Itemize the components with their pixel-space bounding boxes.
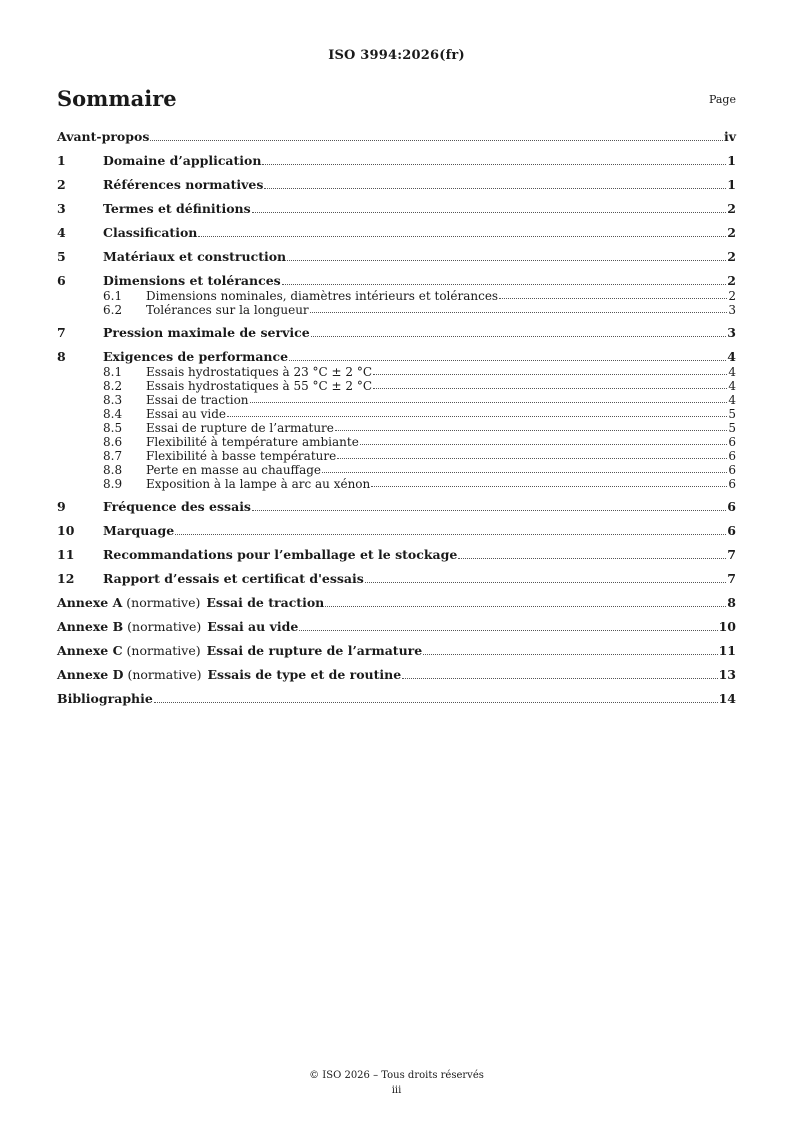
toc-entry-page: 5 [728,407,736,421]
toc-entry-number: 8.5 [103,421,123,435]
toc-entry-text: Pression maximale de service [103,325,310,340]
toc-entry-text: Exposition à la lampe à arc au xénon [146,477,371,491]
toc-entry-page: 6 [728,435,736,449]
toc-entry-page: 1 [727,177,736,192]
toc-entry-number: 3 [57,201,66,216]
toc-entry-8-6[interactable] [57,435,736,449]
page-footer [0,1068,793,1098]
toc-entry-page: 4 [728,393,736,407]
toc-entry-text: Essais hydrostatiques à 23 °C ± 2 °C [146,365,373,379]
toc-entry-text: Perte en masse au chauffage [146,463,322,477]
toc-entry-number: 6.2 [103,303,123,317]
toc-entry-number: 2 [57,177,66,192]
toc-entry-foreword[interactable] [57,129,736,145]
toc-entry-page: 6 [728,463,736,477]
toc-entry-page: 4 [727,349,736,364]
toc-entry-number: 8.9 [103,477,123,491]
toc-entry-page: 1 [727,153,736,168]
toc-entry-6-2[interactable] [57,303,736,317]
toc-entry-page: 3 [727,325,736,340]
toc-entry-text: Références normatives [103,177,264,192]
toc-entry-text: Recommandations pour l’emballage et le stockage [103,547,458,562]
toc-entry-8-2[interactable] [57,379,736,393]
toc-entry-page: 6 [728,477,736,491]
dot-leader [227,416,727,417]
toc-entry-number: 9 [57,499,66,514]
toc-entry-3[interactable] [57,201,736,217]
toc-entry-7[interactable] [57,325,736,341]
annex-label: Annexe A [57,595,123,610]
toc-entry-page: 8 [727,595,736,610]
dot-leader [360,444,728,445]
toc-entry-number: 8.8 [103,463,123,477]
toc-entry-page: 2 [728,289,736,303]
toc-entry-4[interactable] [57,225,736,241]
dot-leader [252,510,726,511]
annex-type: (normative) [127,667,202,682]
document-header: ISO 3994:2026(fr) [328,48,465,63]
toc-entry-text: Rapport d’essais et certificat d'essais [103,571,364,586]
toc-entry-annex-b[interactable] [57,619,736,635]
toc-entry-number: 10 [57,523,75,538]
dot-leader [402,678,717,679]
toc-entry-text: Classification [103,225,198,240]
toc-entry-number: 8.3 [103,393,123,407]
dot-leader [175,534,726,535]
toc-entry-page: 13 [718,667,736,682]
dot-leader [311,336,727,337]
toc-entry-8-8[interactable] [57,463,736,477]
dot-leader [150,140,723,141]
dot-leader [287,260,726,261]
toc-entry-number: 6.1 [103,289,123,303]
toc-entry-number: 8.7 [103,449,123,463]
toc-entry-text: Exigences de performance [103,349,289,364]
toc-entry-page: 7 [727,547,736,562]
dot-leader [337,458,727,459]
toc-entry-number: 5 [57,249,66,264]
toc-entry-8-9[interactable] [57,477,736,491]
annex-label: Annexe D [57,667,124,682]
toc-entry-text: Dimensions et tolérances [103,273,281,288]
toc-entry-8-3[interactable] [57,393,736,407]
toc-title-row [57,86,736,114]
toc-entry-9[interactable] [57,499,736,515]
dot-leader [310,312,728,313]
toc-entry-page: 4 [728,379,736,393]
toc-title: Sommaire [57,86,177,111]
annex-type: (normative) [126,595,201,610]
toc-entry-page: iv [723,129,736,144]
toc-entry-8-7[interactable] [57,449,736,463]
annex-title: Essai au vide [207,619,299,634]
toc-entry-text: Avant-propos [57,129,150,144]
dot-leader [282,284,727,285]
toc-entry-text: Essai de rupture de l’armature [146,421,334,435]
dot-leader [365,582,726,583]
toc-entry-page: 7 [727,571,736,586]
copyright-notice: © ISO 2026 – Tous droits réservés [309,1070,484,1081]
toc-entry-number: 11 [57,547,75,562]
annex-label: Annexe C [57,643,123,658]
toc-entry-text: Termes et définitions [103,201,251,216]
page-column-label: Page [708,93,736,106]
dot-leader [252,212,727,213]
toc-entry-text: Marquage [103,523,175,538]
toc-entry-number: 6 [57,273,66,288]
toc-entry-number: 8.1 [103,365,123,379]
toc-entry-5[interactable] [57,249,736,265]
dot-leader [198,236,726,237]
toc-entry-text: Essai de traction [146,393,249,407]
annex-title: Essais de type et de routine [207,667,402,682]
toc-entry-text: Bibliographie [57,691,153,706]
table-of-contents [57,129,736,707]
toc-entry-number: 8.2 [103,379,123,393]
toc-entry-12[interactable] [57,571,736,587]
annex-title: Essai de traction [206,595,325,610]
toc-entry-number: 8.6 [103,435,123,449]
dot-leader [499,298,727,299]
toc-entry-text: Fréquence des essais [103,499,251,514]
toc-entry-page: 5 [728,421,736,435]
toc-entry-1[interactable] [57,153,736,169]
toc-entry-page: 2 [727,273,736,288]
toc-entry-annex-c[interactable] [57,643,736,659]
toc-entry-8-4[interactable] [57,407,736,421]
toc-entry-page: 2 [727,225,736,240]
dot-leader [335,430,727,431]
toc-entry-annex-a[interactable] [57,595,736,611]
dot-leader [322,472,727,473]
toc-entry-page: 11 [718,643,736,658]
toc-entry-8[interactable] [57,349,736,365]
toc-entry-page: 6 [728,449,736,463]
toc-entry-6[interactable] [57,273,736,289]
toc-entry-text: Domaine d’application [103,153,262,168]
toc-entry-page: 2 [727,249,736,264]
toc-entry-page: 2 [727,201,736,216]
annex-label: Annexe B [57,619,124,634]
dot-leader [373,374,727,375]
dot-leader [458,558,726,559]
toc-entry-annex-d[interactable] [57,667,736,683]
toc-entry-text: Tolérances sur la longueur [146,303,309,317]
toc-entry-number: 8 [57,349,66,364]
toc-entry-bibliography[interactable] [57,691,736,707]
annex-title: Essai de rupture de l’armature [206,643,423,658]
page-number: iii [391,1085,402,1096]
dot-leader [325,606,726,607]
toc-entry-6-1[interactable] [57,289,736,303]
toc-entry-text: Flexibilité à basse température [146,449,337,463]
toc-entry-page: 6 [727,499,736,514]
toc-entry-number: 4 [57,225,66,240]
toc-entry-text: Essai au vide [146,407,226,421]
toc-entry-text: Dimensions nominales, diamètres intérieurs et tolérances [146,289,499,303]
dot-leader [423,654,717,655]
toc-entry-2[interactable] [57,177,736,193]
toc-entry-text: Essais hydrostatiques à 55 °C ± 2 °C [146,379,373,393]
toc-entry-number: 8.4 [103,407,123,421]
annex-type: (normative) [127,619,202,634]
toc-entry-11[interactable] [57,547,736,563]
toc-entry-text: Matériaux et construction [103,249,287,264]
dot-leader [371,486,727,487]
toc-entry-page: 6 [727,523,736,538]
toc-entry-page: 14 [718,691,736,706]
toc-entry-page: 3 [728,303,736,317]
toc-entry-text: Flexibilité à température ambiante [146,435,359,449]
dot-leader [154,702,718,703]
toc-entry-number: 12 [57,571,75,586]
dot-leader [373,388,727,389]
toc-entry-8-1[interactable] [57,365,736,379]
dot-leader [299,630,717,631]
dot-leader [262,164,726,165]
dot-leader [250,402,728,403]
toc-entry-8-5[interactable] [57,421,736,435]
toc-entry-page: 10 [718,619,736,634]
toc-entry-number: 1 [57,153,66,168]
dot-leader [264,188,726,189]
toc-entry-number: 7 [57,325,66,340]
annex-type: (normative) [126,643,201,658]
toc-entry-10[interactable] [57,523,736,539]
dot-leader [289,360,726,361]
toc-entry-page: 4 [728,365,736,379]
